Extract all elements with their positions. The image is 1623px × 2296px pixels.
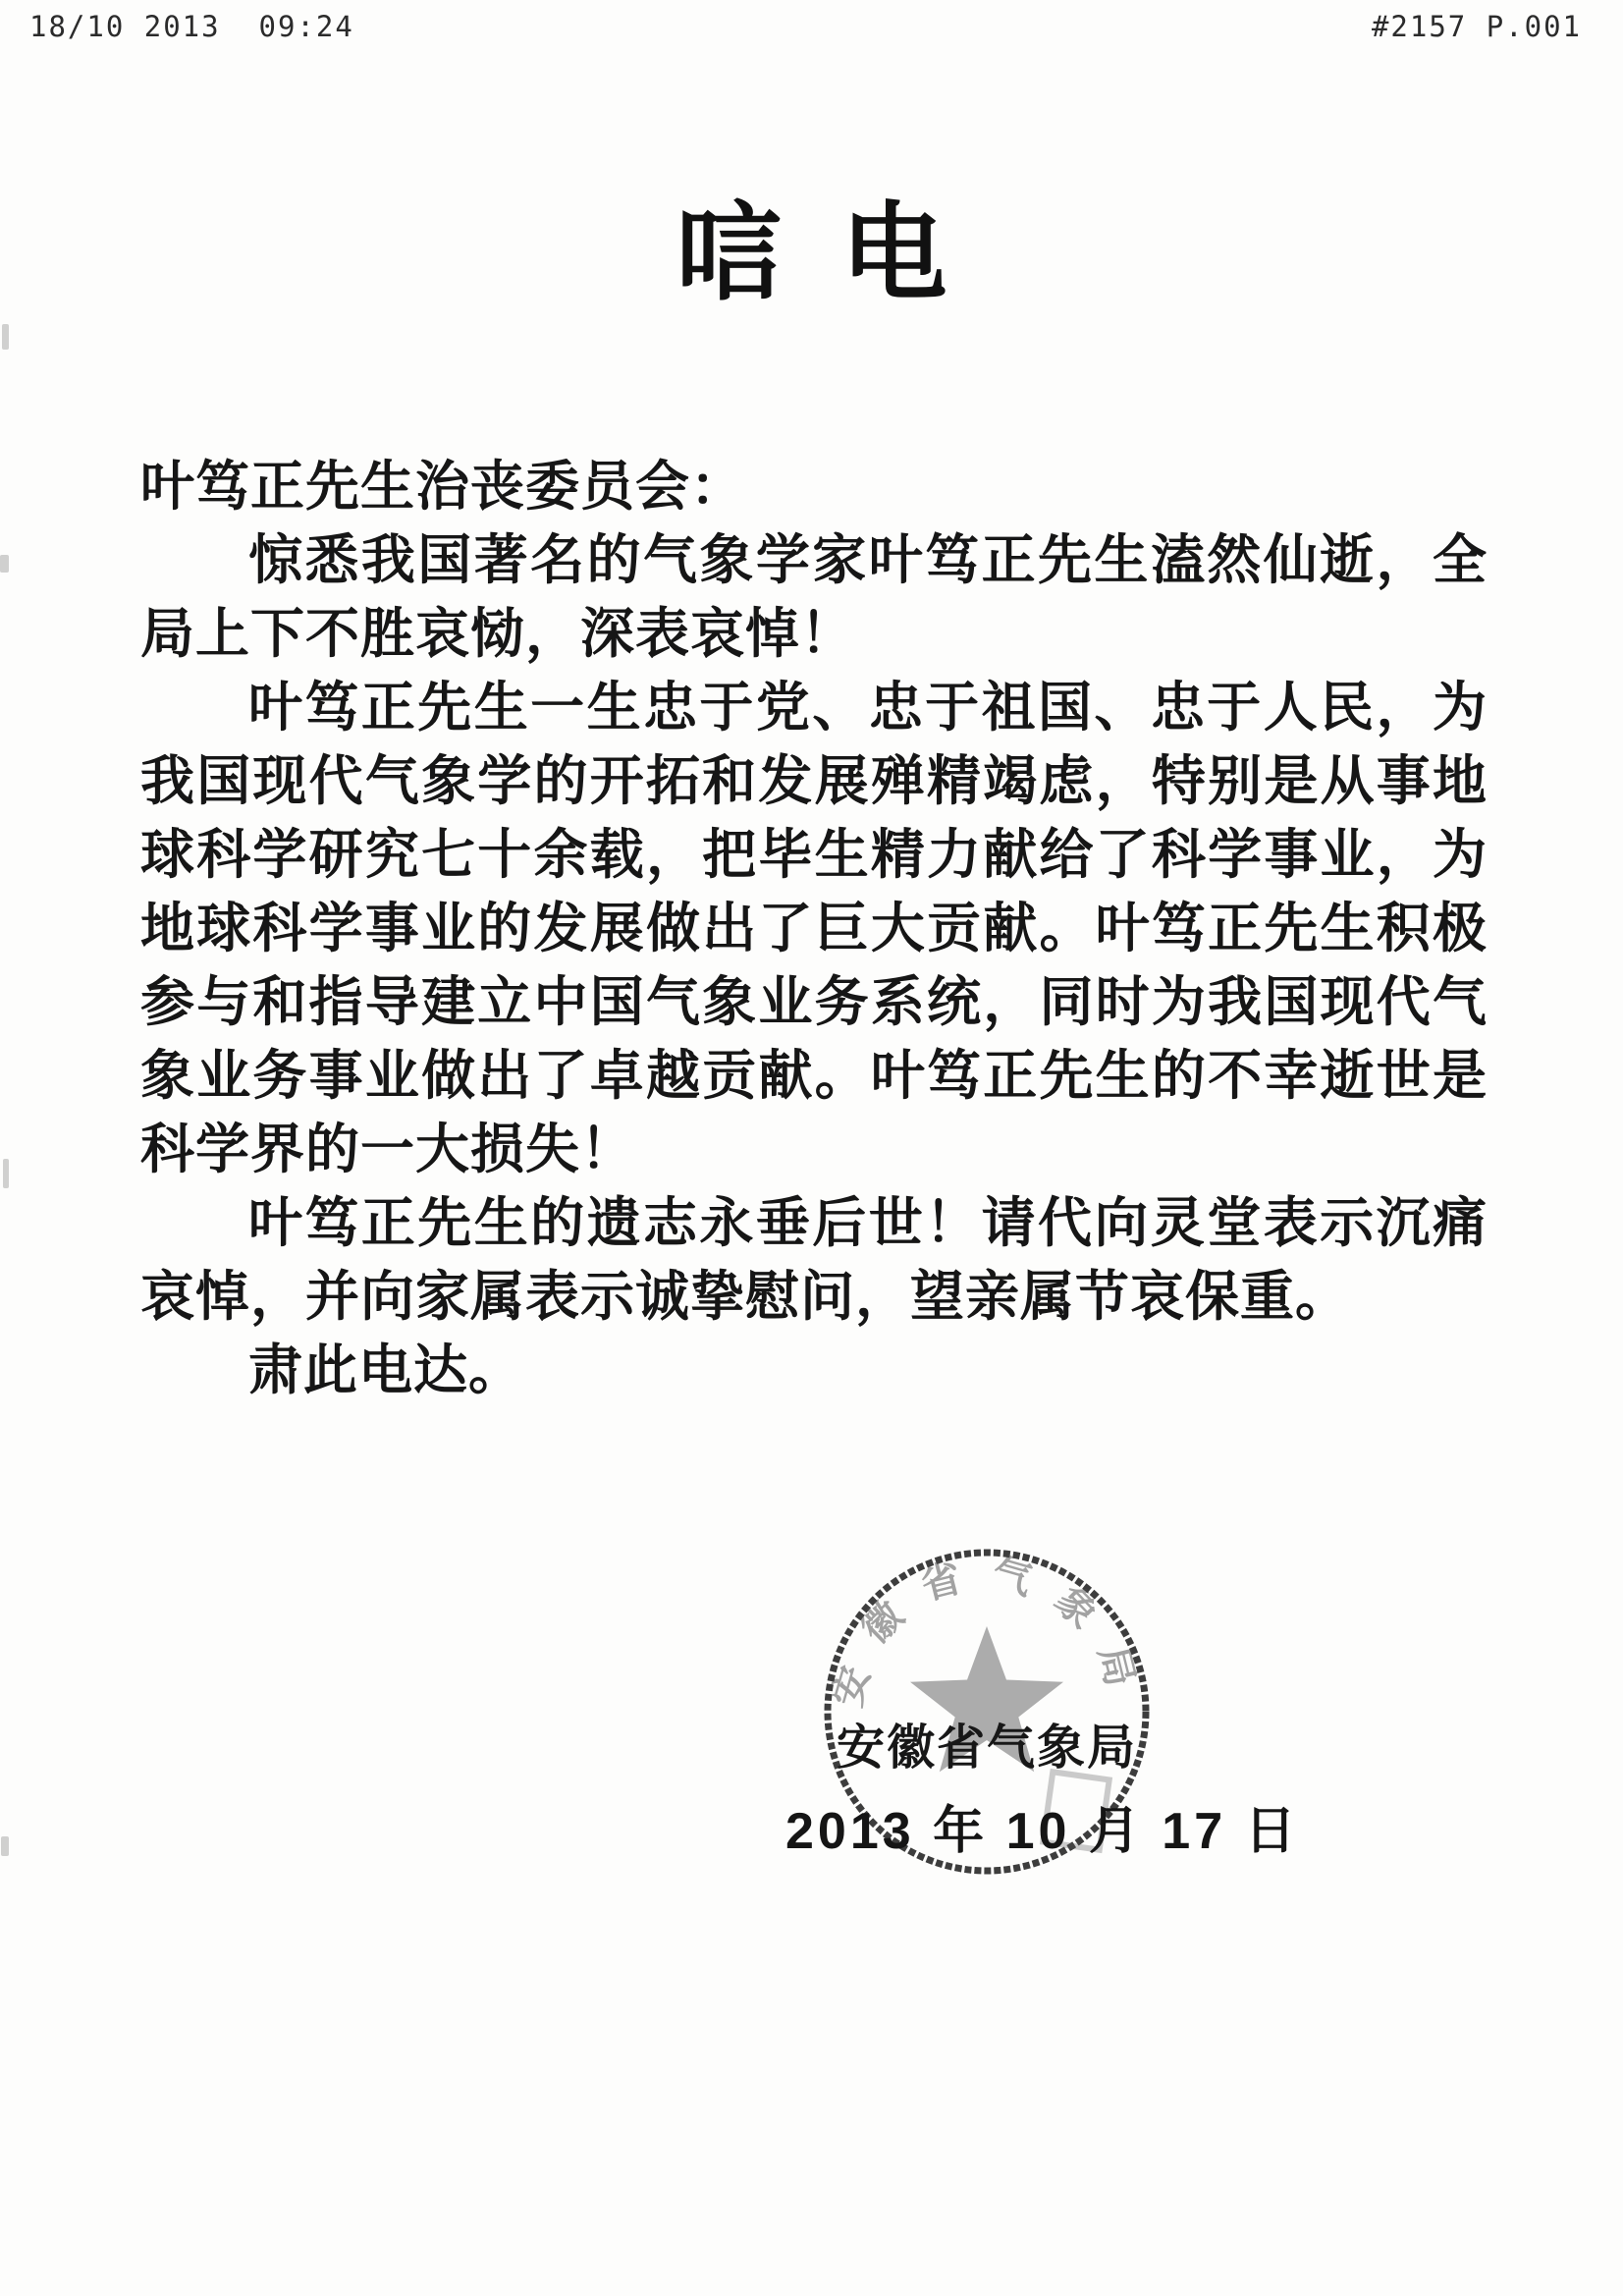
letter-body <box>140 450 1488 1407</box>
title-char-1: 唁 <box>676 193 783 312</box>
scan-artifact <box>3 1159 9 1188</box>
fax-timestamp: 18/10 2013 09:24 <box>29 10 354 43</box>
paragraph-3: 叶笃正先生的遗志永垂后世！请代向灵堂表示沉痛哀悼，并向家属表示诚挚慰问，望亲属节哀保重。 <box>140 1192 1488 1327</box>
fax-header <box>29 10 1582 43</box>
title-char-2: 电 <box>840 193 947 312</box>
paragraph-1: 惊悉我国著名的气象学家叶笃正先生溘然仙逝，全局上下不胜哀恸，深表哀悼！ <box>140 529 1488 664</box>
scan-artifact <box>1 1836 9 1856</box>
scan-artifact <box>0 555 9 573</box>
paragraph-4: 肃此电达。 <box>248 1339 524 1400</box>
fax-page-number: #2157 P.001 <box>1371 10 1582 43</box>
seal-agency-name: 安徽省气象局 <box>836 1722 1138 1775</box>
paragraph-2: 叶笃正先生一生忠于党、忠于祖国、忠于人民，为我国现代气象学的开拓和发展殚精竭虑，特别是从事地球科学研究七十余载，把毕生精力献给了科学事业，为地球科学事业的发展做出了巨大贡献。叶笃正先生积极参与和指导建立中国气象业务系统，同时为我国现代气象业务事业做出了卓越贡献。叶笃正先生的不幸逝世是科学界的一大损失！ <box>140 677 1488 1179</box>
signature-date: 2013 年 10 月 17 日 <box>785 1803 1300 1860</box>
page-title <box>0 192 1623 314</box>
seal-arc-text: 安徽省气象局 <box>826 1550 1149 1716</box>
salutation: 叶笃正先生治丧委员会： <box>140 456 746 517</box>
scan-artifact <box>2 324 9 350</box>
